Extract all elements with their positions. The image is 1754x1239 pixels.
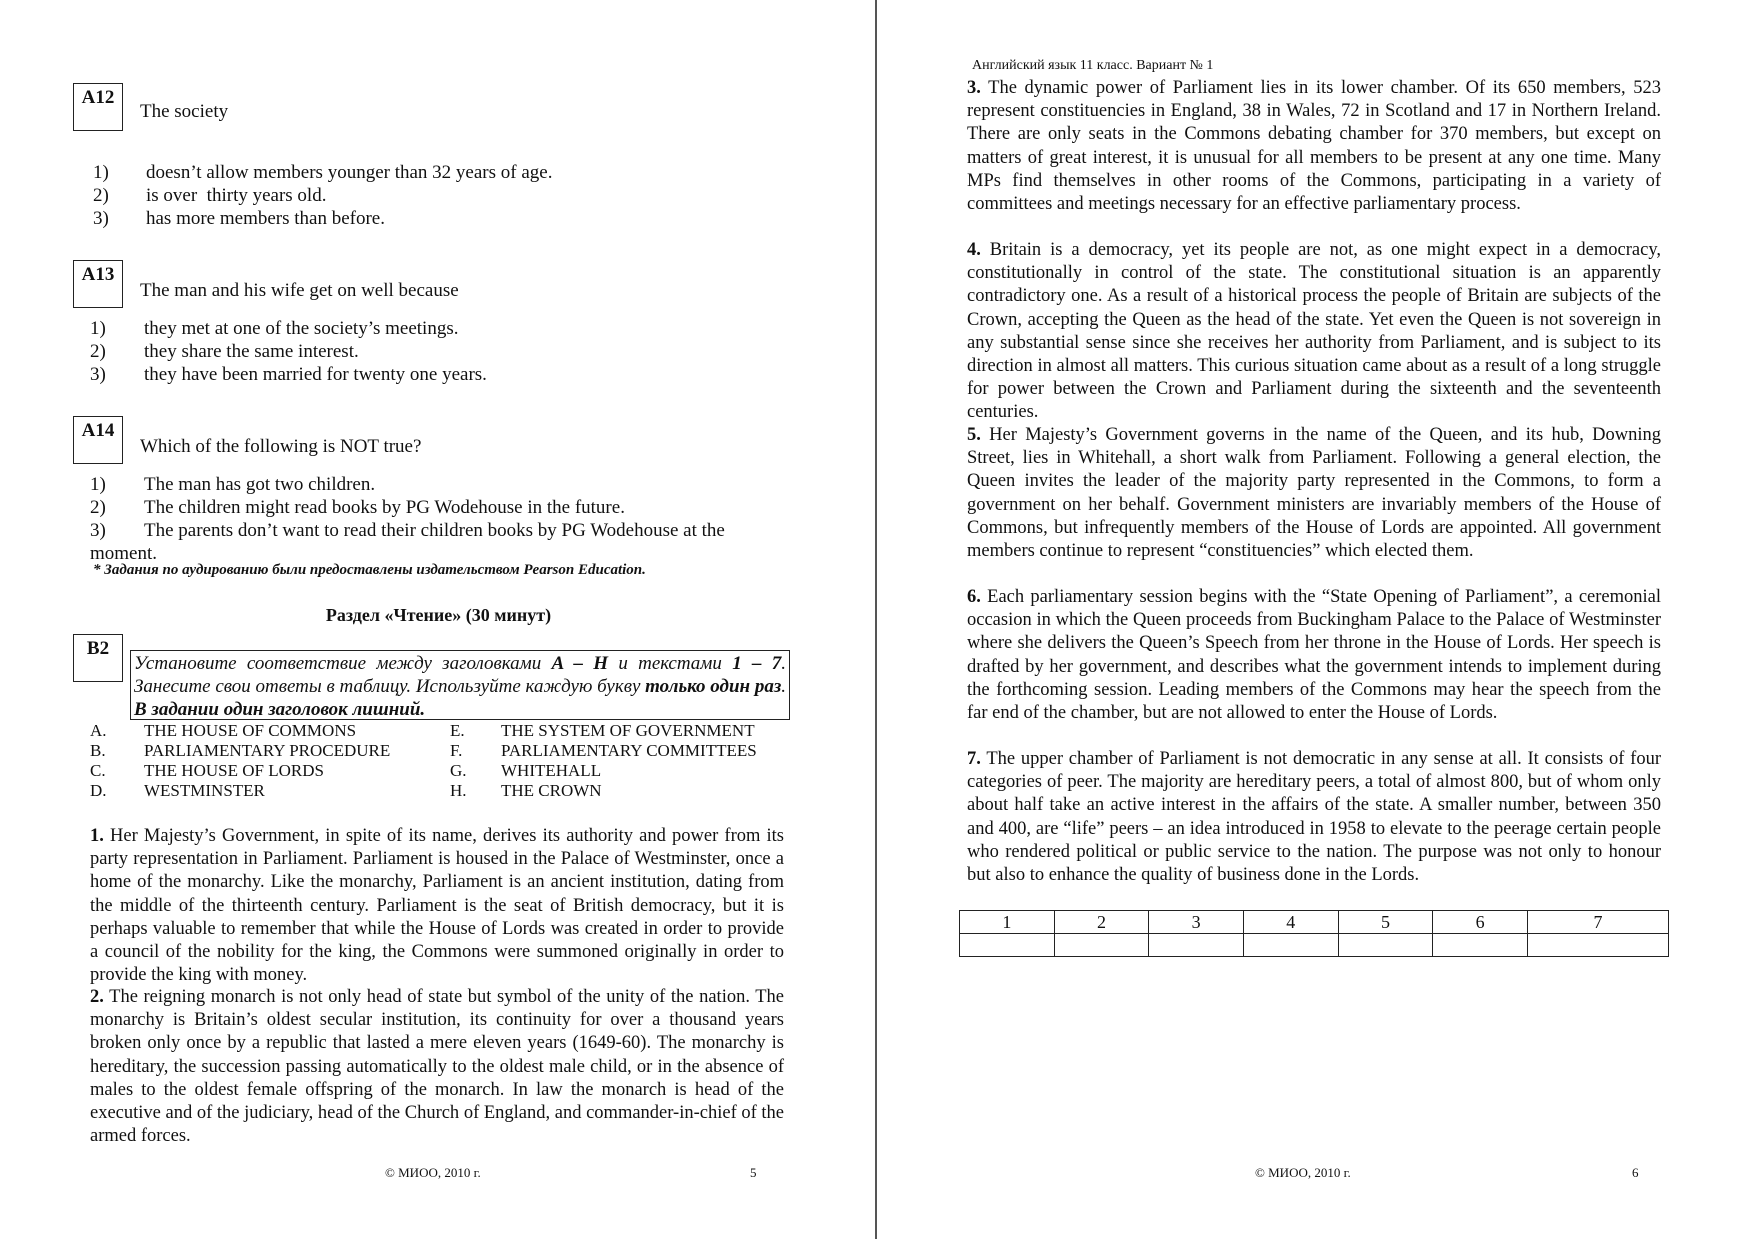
heading-e: E. THE SYSTEM OF GOVERNMENT [450, 721, 755, 740]
answer-col-1: 1 [960, 911, 1055, 934]
reading-text-4: 4. Britain is a democracy, yet its people are not, as one might expect in a democracy, constitutionally in control of the state. The constitutional situation is an apparently contradictory one. As a result of a historical process the people of Britain are subjects of the Crown, accepting the Queen as the head of the state. Yet even the Queen is not sovereign in any substantial sense since she receives her authority from Parliament, and is subject to its direction in almost all matters. This curious situation came about as a result of a long struggle for power between the Crown and Parliament during the sixteenth and the seventeenth centuries. [967, 240, 1661, 423]
reading-text-5: 5. Her Majesty’s Government governs in the name of the Queen, and its hub, Downing Street, lies in Whitehall, a short walk from Parliament. Following a general election, the Queen invites the leader of the majority party represented in the Commons, to form a government on her behalf. Government ministers are invariably members of the House of Commons, but infrequently members of the House of Lords are appointed. All government members continue to represent “constituencies” which elected them. [967, 425, 1662, 562]
answer-cell-7[interactable] [1528, 934, 1669, 957]
left-page: A12 The society 1) doesn’t allow members younger than 32 years of age. 2) is over thirty years old. 3) has more members than before. A13 The man and his wife get on well because 1) they met at one of the society’s meetings. 2) they share the same interest. 3) they have been married for twenty one years. A14 Which of the following is NOT true? 1) The man has got two children. 2) The children might read books by PG Wodehouse in the future. 3) The parents don’t want to read their children books by PG Wodehouse at the moment. * Задания по аудированию были предоставлены издательством Pearson Education. Раздел «Чтение» (30 минут) B2 Установите соответствие между заголовками A – H и текстами 1 – 7. Занесите свои ответы в таблицу. Используйте каждую букву только один раз. В задании один заголовок лишний. A. THE HOUSE OF COMMONS B. PARLIAMENTARY PROCEDURE C. THE HOUSE OF LORDS D. WESTMINSTER E. THE SYSTEM OF GOVERNMENT F. PARLIAMENTARY COMMITTEES G. WHITEHALL H. THE CROWN 1. Her Majesty’s Government, in spite of its name, derives its authority and power from its party representation in Parliament. Parliament is housed in the Palace of Westminster, once a home of the monarchy. Like the monarchy, Parliament is an ancient institution, dating from the middle of the thirteenth century. Parliament is the seat of British democracy, but it is perhaps valuable to remember that while the House of Lords was created in order to provide a council of the nobility for the king, the Commons were summoned originally in order to provide the king with money. 2. The reigning monarch is not only head of state but symbol of the unity of the nation. The monarchy is Britain’s oldest secular institution, its continuity for over a thousand years broken only once by a republic that lasted a mere eleven years (1649-60). The monarchy is hereditary, the succession passing automatically to the oldest male child, or in the absence of males to the oldest female offspring of the monarch. In law the monarch is head of the executive and of the judiciary, head of the Church of England, and commander-in-chief of the armed forces. © МИОО, 2010 г. 5 [0, 0, 877, 1239]
answer-cell-4[interactable] [1243, 934, 1338, 957]
section-title-reading: Раздел «Чтение» (30 минут) [325, 605, 552, 625]
question-label-b2: B2 [73, 634, 123, 682]
heading-f: F. PARLIAMENTARY COMMITTEES [450, 741, 757, 760]
answer-cell-3[interactable] [1149, 934, 1244, 957]
answer-col-7: 7 [1528, 911, 1669, 934]
heading-c: C. THE HOUSE OF LORDS [90, 761, 324, 780]
answer-cell-1[interactable] [960, 934, 1055, 957]
listening-source-note: * Задания по аудированию были предоставлены издательством Pearson Education. [93, 562, 646, 578]
question-label-a14: A14 [73, 416, 123, 464]
headings-list-right [450, 721, 790, 801]
heading-h: H. THE CROWN [450, 781, 602, 800]
reading-text-7: 7. The upper chamber of Parliament is not democratic in any sense at all. It consists of four categories of peer. The majority are hereditary peers, a total of almost 800, but of whom only about half take an active interest in the affairs of the state. A smaller number, between 350 and 400, are “life” peers – an idea introduced in 1958 to elevate to the peerage certain people who rendered political or public service to the nation. The purpose was not only to honour but also to enhance the quality of business done in the Lords. [967, 749, 1666, 886]
answer-col-5: 5 [1338, 911, 1433, 934]
question-label-a12: A12 [73, 83, 123, 131]
heading-d: D. WESTMINSTER [90, 781, 265, 800]
answer-col-4: 4 [1243, 911, 1338, 934]
answer-col-3: 3 [1149, 911, 1244, 934]
heading-a: A. THE HOUSE OF COMMONS [90, 721, 357, 740]
answer-cell-5[interactable] [1338, 934, 1433, 957]
answer-table-header-row [960, 911, 1669, 934]
answer-cell-6[interactable] [1433, 934, 1528, 957]
right-page [877, 0, 1754, 1239]
footer-copyright-left: © МИОО, 2010 г. [385, 1165, 481, 1180]
question-stem-a14: Which of the following is NOT true? [140, 436, 422, 457]
page-header: Английский язык 11 класс. Вариант № 1 [972, 58, 1214, 73]
option-a14-3-continuation: moment. [90, 543, 158, 564]
answer-col-2: 2 [1054, 911, 1149, 934]
answer-cell-2[interactable] [1054, 934, 1149, 957]
question-stem-a12: The society [140, 101, 229, 122]
heading-b: B. PARLIAMENTARY PROCEDURE [90, 741, 391, 760]
reading-text-2: 2. The reigning monarch is not only head of state but symbol of the unity of the nation. The monarchy is Britain’s oldest secular institution, its continuity for over a thousand years broken only once by a republic that lasted a mere eleven years (1649-60). The monarchy is hereditary, the succession passing automatically to the oldest male child, or in the absence of males to the oldest female offspring of the monarch. In law the monarch is head of the executive and of the judiciary, head of the Church of England, and commander-in-chief of the armed forces. [90, 987, 784, 1147]
answer-table-input-row [960, 934, 1669, 957]
answer-table [959, 910, 1669, 957]
page-number-left: 5 [750, 1165, 757, 1180]
page-number-right: 6 [1632, 1165, 1639, 1180]
question-label-a13: A13 [73, 260, 123, 308]
reading-text-1: 1. Her Majesty’s Government, in spite of its name, derives its authority and power from its party representation in Parliament. Parliament is housed in the Palace of Westminster, once a home of the monarchy. Like the monarchy, Parliament is an ancient institution, dating from the middle of the thirteenth century. Parliament is the seat of British democracy, but it is perhaps valuable to remember that while the House of Lords was created in order to provide a council of the nobility for the king, the Commons were summoned originally in order to provide the king with money. [90, 826, 785, 986]
task-instruction-b2: Установите соответствие между заголовками A – H и текстами 1 – 7. Занесите свои ответы в таблицу. Используйте каждую букву только один раз. В задании один заголовок лишний. [130, 650, 790, 720]
heading-g: G. WHITEHALL [450, 761, 602, 780]
answer-col-6: 6 [1433, 911, 1528, 934]
headings-list-left [90, 721, 430, 801]
reading-text-3: 3. The dynamic power of Parliament lies in its lower chamber. Of its 650 members, 523 represent constituencies in England, 38 in Wales, 72 in Scotland and 17 in Northern Ireland. There are only seats in the Commons debating chamber for 370 members, but except on matters of great interest, it is unusual for all members to be present at any one time. Many MPs find themselves in other rooms of the Commons, participating in a variety of committees and meetings necessary for an effective parliamentary process. [967, 78, 1662, 215]
question-stem-a13: The man and his wife get on well because [140, 280, 459, 301]
reading-text-6: 6. Each parliamentary session begins with the “State Opening of Parliament”, a ceremonial occasion in which the Queen proceeds from Buckingham Palace to the Palace of Westminster where she delivers the Queen’s Speech from her throne in the House of Lords. Her speech is drafted by her government, and describes what the government intends to implement during the forthcoming session. Leading members of the Commons may hear the speech from the far end of the chamber, but are not allowed to enter the House of Lords. [967, 587, 1661, 724]
footer-copyright-right: © МИОО, 2010 г. [1255, 1165, 1351, 1180]
